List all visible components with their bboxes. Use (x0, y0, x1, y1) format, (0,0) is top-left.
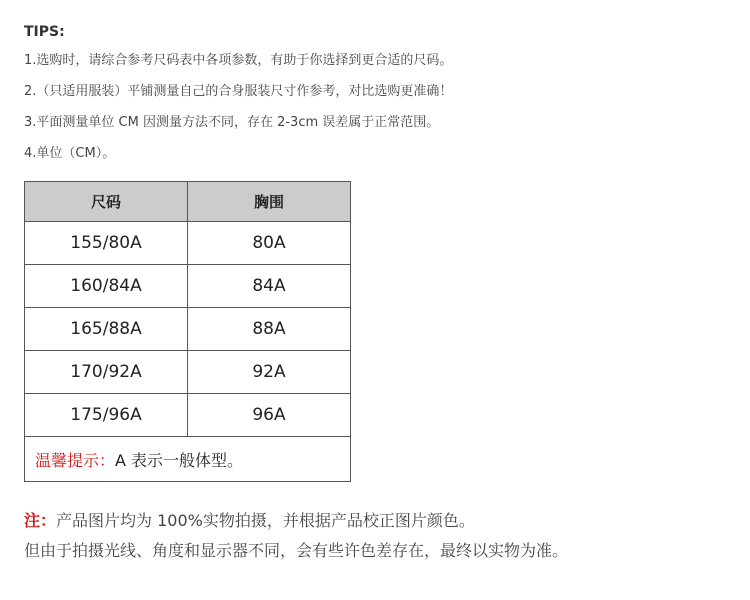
size-cell: 160/84A (25, 265, 188, 308)
size-cell: 175/96A (25, 394, 188, 437)
chest-cell: 80A (188, 222, 351, 265)
chest-cell: 88A (188, 308, 351, 351)
tips-title: TIPS: (24, 24, 65, 40)
table-row (25, 394, 351, 437)
chest-cell: 92A (188, 351, 351, 394)
size-cell: 155/80A (25, 222, 188, 265)
footer-notice (24, 510, 568, 570)
table-row (25, 265, 351, 308)
size-cell: 165/88A (25, 308, 188, 351)
note-text: A 表示一般体型。 (115, 450, 244, 470)
tip-item-2: 2.（只适用服装）平铺测量自己的合身服装尺寸作参考，对比选购更准确！ (24, 84, 453, 99)
table-row (25, 351, 351, 394)
footer-label: 注： (24, 511, 57, 530)
table-note (25, 437, 351, 482)
tips-list (24, 52, 452, 176)
header-size: 尺码 (25, 182, 188, 222)
tip-item-3: 3.平面测量单位 CM 因测量方法不同，存在 2-3cm 误差属于正常范围。 (24, 115, 440, 130)
footer-line-2: 但由于拍摄光线、角度和显示器不同，会有些许色差存在，最终以实物为准。 (24, 541, 569, 560)
table-row (25, 308, 351, 351)
size-chart-table (24, 181, 351, 482)
chest-cell: 96A (188, 394, 351, 437)
footer-text-1: 产品图片均为 100%实物拍摄，并根据产品校正图片颜色。 (56, 511, 475, 530)
chest-cell: 84A (188, 265, 351, 308)
table-header-row (25, 182, 351, 222)
note-label: 温馨提示： (35, 450, 116, 470)
table-row (25, 222, 351, 265)
tip-item-1: 1.选购时，请综合参考尺码表中各项参数，有助于你选择到更合适的尺码。 (24, 53, 453, 68)
tip-item-4: 4.单位（CM）。 (24, 146, 116, 161)
size-cell: 170/92A (25, 351, 188, 394)
footer-line-1 (24, 510, 568, 532)
table-note-row (25, 437, 351, 482)
header-chest: 胸围 (188, 182, 351, 222)
